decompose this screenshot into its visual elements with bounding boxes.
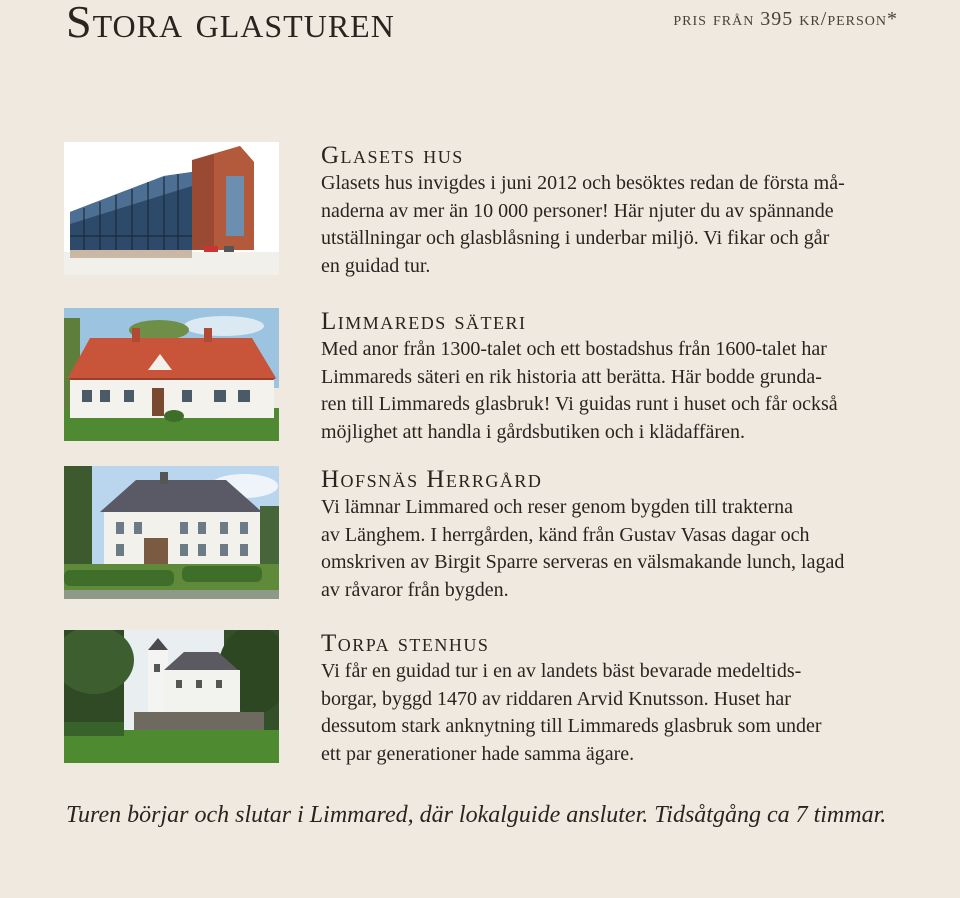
section-heading: Glasets hus — [321, 142, 464, 169]
section-heading: Limmareds säteri — [321, 308, 527, 335]
section-body: Vi får en guidad tur i en av landets bäst bevarade medeltids- borgar, byggd 1470 av riddaren Arvid Knutsson. Huset har dessutom stark anknytning till Limmareds glasbruk som under ett par generationer hade samma ägare. — [321, 660, 822, 765]
hofsnas-herrgard-photo — [64, 466, 279, 599]
limmareds-sateri-text — [321, 308, 903, 446]
section-body: Glasets hus invigdes i juni 2012 och besöktes redan de första må- naderna av mer än 10 000 personer! Här njuter du av spännande utställningar och glasblåsning i underbar miljö. Vi fikar och går en guidad tur. — [321, 172, 845, 277]
glasets-hus-text — [321, 142, 903, 280]
section-body: Med anor från 1300-talet och ett bostadshus från 1600-talet har Limmareds säteri en rik historia att berätta. Här bodde grunda- ren till Limmareds glasbruk! Vi guidas runt i huset och får också möjlighet att handla i gårdsbutiken och i klädaffären. — [321, 338, 838, 443]
tour-note: Turen börjar och slutar i Limmared, där lokalguide ansluter. Tidsåtgång ca 7 timmar. — [66, 802, 887, 828]
price-label: pris från 395 kr/person* — [673, 8, 898, 30]
limmareds-sateri-photo — [64, 308, 279, 441]
section-body: Vi lämnar Limmared och reser genom bygden till trakterna av Länghem. I herrgården, känd från Gustav Vasas dagar och omskriven av Birgit Sparre serveras en välsmakande lunch, lagad av råvaror från bygden. — [321, 496, 845, 601]
section-heading: Torpa stenhus — [321, 630, 490, 657]
glasets-hus-photo — [64, 142, 279, 275]
torpa-stenhus-text — [321, 630, 903, 768]
page-title: Stora glasturen — [66, 0, 395, 47]
section-heading: Hofsnäs Herrgård — [321, 466, 543, 493]
hofsnas-herrgard-text — [321, 466, 903, 604]
torpa-stenhus-photo — [64, 630, 279, 763]
